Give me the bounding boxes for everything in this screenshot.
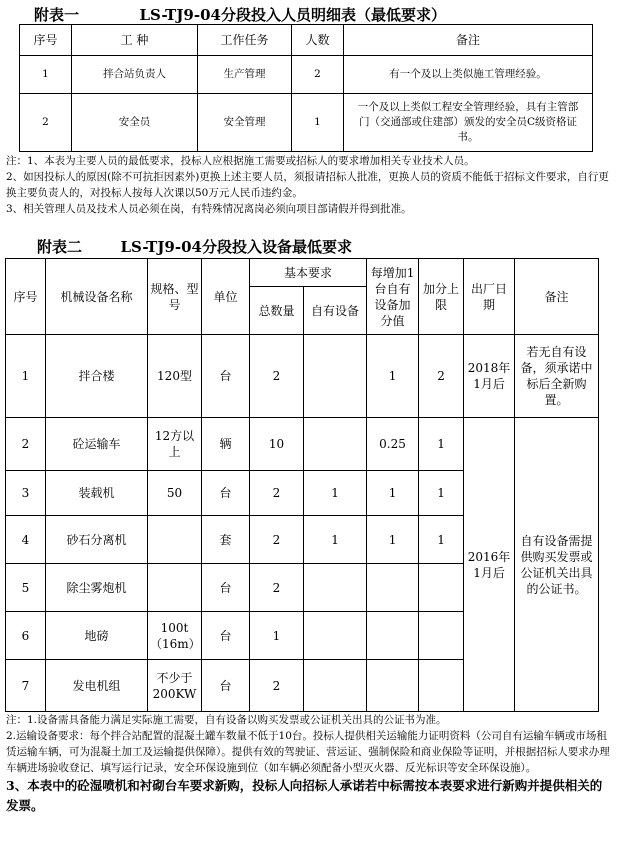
cell-own [304,418,367,471]
header-remark: 备注 [515,259,599,335]
header-total: 总数量 [250,287,304,335]
cell-count: 1 [292,94,344,152]
cell-cap [419,612,464,660]
header-task: 工作任务 [198,25,292,56]
note-line: 注：1.设备需具备能力满足实际施工需要，自有设备以购买发票或公证机关出具的公证书为准。 [6,714,447,726]
table-row [20,56,593,94]
cell-unit: 台 [202,335,250,418]
cell-name: 砼运输车 [46,418,148,471]
cell-job: 安全员 [72,94,198,152]
cell-per-add: 1 [367,471,419,516]
note-line: 2.运输设备要求：每个拌合站配置的混凝土罐车数量不低于10台。投标人提供相关运输能力证明资料（公司自有运输车辆或市场租赁运输车辆，可为混凝土加工及运输提供保障）。提供有效的驾驶证、营运证、强制保险和商业保险等证明，并根据招标人要求办理车辆进场验收登记、填写运行记录，安全环保设施到位（如车辆必须配备小型灭火器、反光标识等安全环保设施）。 [6,730,610,774]
cell-seq: 1 [20,56,72,94]
cell-name: 砂石分离机 [46,516,148,564]
cell-own [304,612,367,660]
cell-own: 1 [304,471,367,516]
cell-date: 2016年1月后 [464,418,515,712]
personnel-table [19,24,593,152]
note-line-bold: 3、本表中的砼湿喷机和衬砌台车要求新购，投标人向招标人承诺若中标需按本表要求进行新购并提供相关的发票。 [6,778,603,813]
cell-remark: 自有设备需提供购买发票或公证机关出具的公证书。 [515,418,599,712]
cell-seq: 2 [6,418,46,471]
cell-own: 1 [304,516,367,564]
note-line: 注：1、本表为主要人员的最低要求，投标人应根据施工需要或招标人的要求增加相关专业技术人员。 [6,155,475,167]
table-header-row [20,25,593,56]
cell-cap: 1 [419,418,464,471]
cell-total: 2 [250,335,304,418]
table-row [20,94,593,152]
cell-remark: 若无自有设备，须承诺中标后全新购置。 [515,335,599,418]
cell-own [304,660,367,712]
cell-name: 除尘雾炮机 [46,564,148,612]
cell-spec: 100t（16m） [148,612,202,660]
header-own: 自有设备 [304,287,367,335]
cell-unit: 台 [202,612,250,660]
header-basic: 基本要求 [250,259,367,287]
cell-per-add: 0.25 [367,418,419,471]
cell-total: 10 [250,418,304,471]
table-row [6,335,599,418]
note-line: 2、如因投标人的原因(除不可抗拒因素外)更换上述主要人员，须报请招标人批准，更换人员的资质不能低于招标文件要求，自行更换主要负责人的，对投标人按每人次课以50万元人民币违约金。 [6,171,609,199]
cell-spec: 不少于200KW [148,660,202,712]
cell-name: 装载机 [46,471,148,516]
cell-task: 生产管理 [198,56,292,94]
table2-title-prefix: 附表二 [37,238,83,256]
header-unit: 单位 [202,259,250,335]
cell-seq: 2 [20,94,72,152]
cell-seq: 5 [6,564,46,612]
cell-unit: 台 [202,471,250,516]
cell-count: 2 [292,56,344,94]
cell-total: 2 [250,660,304,712]
cell-seq: 1 [6,335,46,418]
table1-notes [6,153,610,217]
note-line: 3、相关管理人员及技术人员必须在岗，有特殊情况离岗必须向项目部请假并得到批准。 [6,203,412,215]
header-name: 机械设备名称 [46,259,148,335]
header-spec: 规格、型号 [148,259,202,335]
cell-name: 发电机组 [46,660,148,712]
cell-total: 2 [250,516,304,564]
cell-unit: 套 [202,516,250,564]
cell-seq: 3 [6,471,46,516]
cell-per-add [367,612,419,660]
cell-unit: 辆 [202,418,250,471]
cell-seq: 4 [6,516,46,564]
cell-spec: 12方以上 [148,418,202,471]
cell-own [304,564,367,612]
cell-seq: 7 [6,660,46,712]
equipment-table [5,258,599,712]
cell-cap [419,564,464,612]
cell-seq: 6 [6,612,46,660]
cell-total: 2 [250,471,304,516]
cell-own [304,335,367,418]
cell-cap [419,660,464,712]
header-per-add: 每增加1台自有设备加分值 [367,259,419,335]
table-row [6,418,599,471]
cell-cap: 1 [419,471,464,516]
cell-per-add [367,660,419,712]
header-date: 出厂日期 [464,259,515,335]
cell-name: 地磅 [46,612,148,660]
table2-title-text: LS-TJ9-04分段投入设备最低要求 [120,238,352,256]
table1-title [34,4,446,25]
cell-remark: 一个及以上类似工程安全管理经验，具有主管部门（交通部或住建部）颁发的安全员C级资格证书。 [344,94,593,152]
cell-total: 1 [250,612,304,660]
cell-name: 拌合楼 [46,335,148,418]
header-cap: 加分上限 [419,259,464,335]
cell-task: 安全管理 [198,94,292,152]
table-header-row [6,259,599,287]
header-job: 工 种 [72,25,198,56]
header-seq: 序号 [6,259,46,335]
cell-per-add [367,564,419,612]
cell-remark: 有一个及以上类似施工管理经验。 [344,56,593,94]
cell-cap: 1 [419,516,464,564]
header-seq: 序号 [20,25,72,56]
table2-notes [6,712,610,816]
cell-cap: 2 [419,335,464,418]
cell-spec [148,516,202,564]
cell-total: 2 [250,564,304,612]
header-count: 人数 [292,25,344,56]
cell-unit: 台 [202,660,250,712]
cell-date: 2018年1月后 [464,335,515,418]
cell-job: 拌合站负责人 [72,56,198,94]
header-remark: 备注 [344,25,593,56]
cell-spec: 120型 [148,335,202,418]
cell-unit: 台 [202,564,250,612]
cell-per-add: 1 [367,335,419,418]
cell-spec [148,564,202,612]
cell-spec: 50 [148,471,202,516]
table1-title-prefix: 附表一 [34,6,80,24]
table1-title-text: LS-TJ9-04分段投入人员明细表（最低要求） [139,6,446,24]
cell-per-add: 1 [367,516,419,564]
table2-title [37,236,352,257]
